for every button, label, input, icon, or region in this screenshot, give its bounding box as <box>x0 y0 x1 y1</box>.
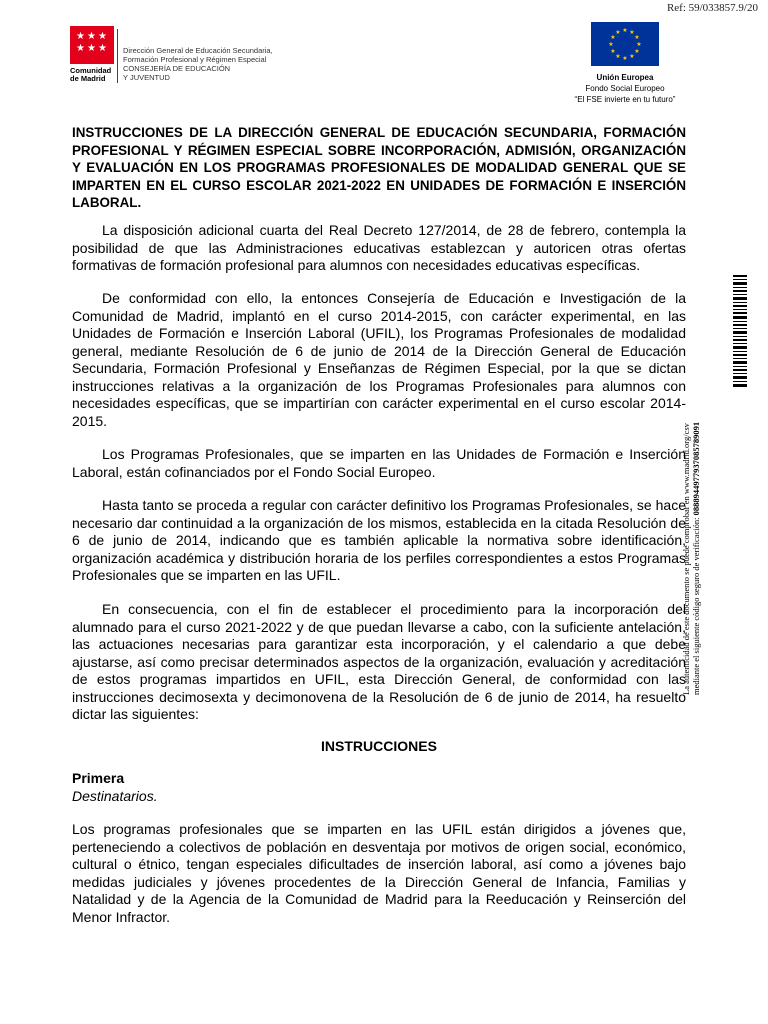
paragraph-4: Hasta tanto se proceda a regular con carácter definitivo los Programas Profesionales, se hace necesario dar continuidad a la organización de los mismos, establecida en la citada Resolución de 6 de junio de 2014, indicando que es también aplicable la normativa sobre identificación, organización académica y distribución horaria de los perfiles correspondientes a estos Programas Profesionales que se imparten en las UFIL. <box>72 497 686 583</box>
svg-text:★: ★ <box>615 53 621 60</box>
section-title: Primera <box>72 770 125 786</box>
document-title: INSTRUCCIONES DE LA DIRECCIÓN GENERAL DE EDUCACIÓN SECUNDARIA, FORMACIÓN PROFESIONAL Y RÉGIMEN ESPECIAL SOBRE INCORPORACIÓN, ADMISIÓN, ORGANIZACIÓN Y EVALUACIÓN EN LOS PROGRAMAS PROFESIONALES DE MODALIDAD GENERAL QUE SE IMPARTEN EN EL CURSO ESCOLAR 2021-2022 EN UNIDADES DE FORMACIÓN E INSERCIÓN LABORAL. <box>72 125 686 210</box>
svg-text:★: ★ <box>629 29 635 36</box>
verification-line1: La autenticidad de este documento se puede comprobar en www.madrid.org/csv <box>681 423 691 695</box>
dg-line2: Formación Profesional y Régimen Especial <box>123 55 267 64</box>
verification-line2 <box>691 395 701 695</box>
instructions-heading: INSTRUCCIONES <box>321 738 437 754</box>
svg-text:★: ★ <box>615 29 621 36</box>
org-name-line1: Comunidad <box>70 66 112 75</box>
svg-text:★: ★ <box>622 55 628 62</box>
svg-text:★: ★ <box>634 34 640 41</box>
comunidad-madrid-logo <box>70 26 118 83</box>
org-name-line2: de Madrid <box>70 74 106 83</box>
svg-text:★: ★ <box>636 41 642 48</box>
eu-flag-icon <box>591 22 659 66</box>
dg-line3: CONSEJERÍA DE EDUCACIÓN <box>123 64 231 73</box>
section-subtitle: Destinatarios. <box>72 788 158 804</box>
dg-line1: Dirección General de Educación Secundaria, <box>123 46 273 55</box>
eu-line3: “El FSE invierte en tu futuro” <box>574 95 676 104</box>
eu-line2: Fondo Social Europeo <box>585 84 665 93</box>
verification-code: 0888944977937085789091 <box>691 421 701 516</box>
document-reference: Ref: 59/033857.9/20 <box>666 2 758 14</box>
svg-text:★: ★ <box>610 48 616 55</box>
svg-text:★: ★ <box>610 34 616 41</box>
verification-line2-text: mediante el siguiente código seguro de verificación: <box>691 517 701 695</box>
paragraph-3: Los Programas Profesionales, que se imparten en las Unidades de Formación e Inserción Laboral, están cofinanciados por el Fondo Social Europeo. <box>72 446 686 480</box>
dg-line4: Y JUVENTUD <box>123 73 170 82</box>
barcode-icon <box>733 275 747 387</box>
paragraph-5: En consecuencia, con el fin de establecer el procedimiento para la incorporación del alumnado para el curso 2021-2022 y de que puedan llevarse a cabo, con la suficiente antelación, las actuaciones necesarias para garantizar esta incorporación, y el calendario a que debe ajustarse, así como precisar determinados aspectos de la organización, evaluación y acreditación de estos programas impartidos en UFIL, esta Dirección General, de conformidad con las instrucciones decimosexta y decimonovena de la Resolución de 6 de junio de 2014, ha resuelto dictar las siguientes: <box>72 601 686 722</box>
eu-line1: Unión Europea <box>596 73 654 82</box>
directorate-name <box>123 46 273 82</box>
verification-text <box>681 395 761 695</box>
madrid-flag-icon: ★ ★ ★ ★ ★ ★ <box>70 26 114 64</box>
svg-text:★: ★ <box>622 27 628 34</box>
paragraph-1: La disposición adicional cuarta del Real Decreto 127/2014, de 28 de febrero, contempla la posibilidad de que las Administraciones educativas establezcan y autoricen otras ofertas formativas de formación profesional para alumnos con necesidades educativas específicas. <box>72 222 686 273</box>
paragraph-2: De conformidad con ello, la entonces Consejería de Educación e Investigación de la Comunidad de Madrid, implantó en el curso 2014-2015, con carácter experimental, en las Unidades de Formación e Inserción Laboral (UFIL), los Programas Profesionales de modalidad general, mediante Resolución de 6 de junio de 2014 de la Dirección General de Educación Secundaria, Formación Profesional y Enseñanzas de Régimen Especial, por la que se dictan instrucciones relativas a la organización de los Programas Profesionales para alumnos con necesidades específicas, que se impartirían con carácter experimental en el curso escolar 2014-2015. <box>72 290 686 429</box>
section-body: Los programas profesionales que se imparten en las UFIL están dirigidos a jóvenes que, perteneciendo a colectivos de población en desventaja por motivos de origen social, económico, cultural o étnico, tengan especiales dificultades de inserción laboral, así como a jóvenes bajo medidas judiciales y jóvenes procedentes de la Dirección General de Infancia, Familias y Natalidad y de la Agencia de la Comunidad de Madrid para la Reeducación y Reinserción del Menor Infractor. <box>72 821 686 925</box>
svg-text:★: ★ <box>634 48 640 55</box>
eu-caption <box>560 72 690 105</box>
header-divider <box>117 29 118 83</box>
comunidad-madrid-name <box>70 67 118 83</box>
svg-text:★: ★ <box>629 53 635 60</box>
svg-text:★: ★ <box>608 41 614 48</box>
